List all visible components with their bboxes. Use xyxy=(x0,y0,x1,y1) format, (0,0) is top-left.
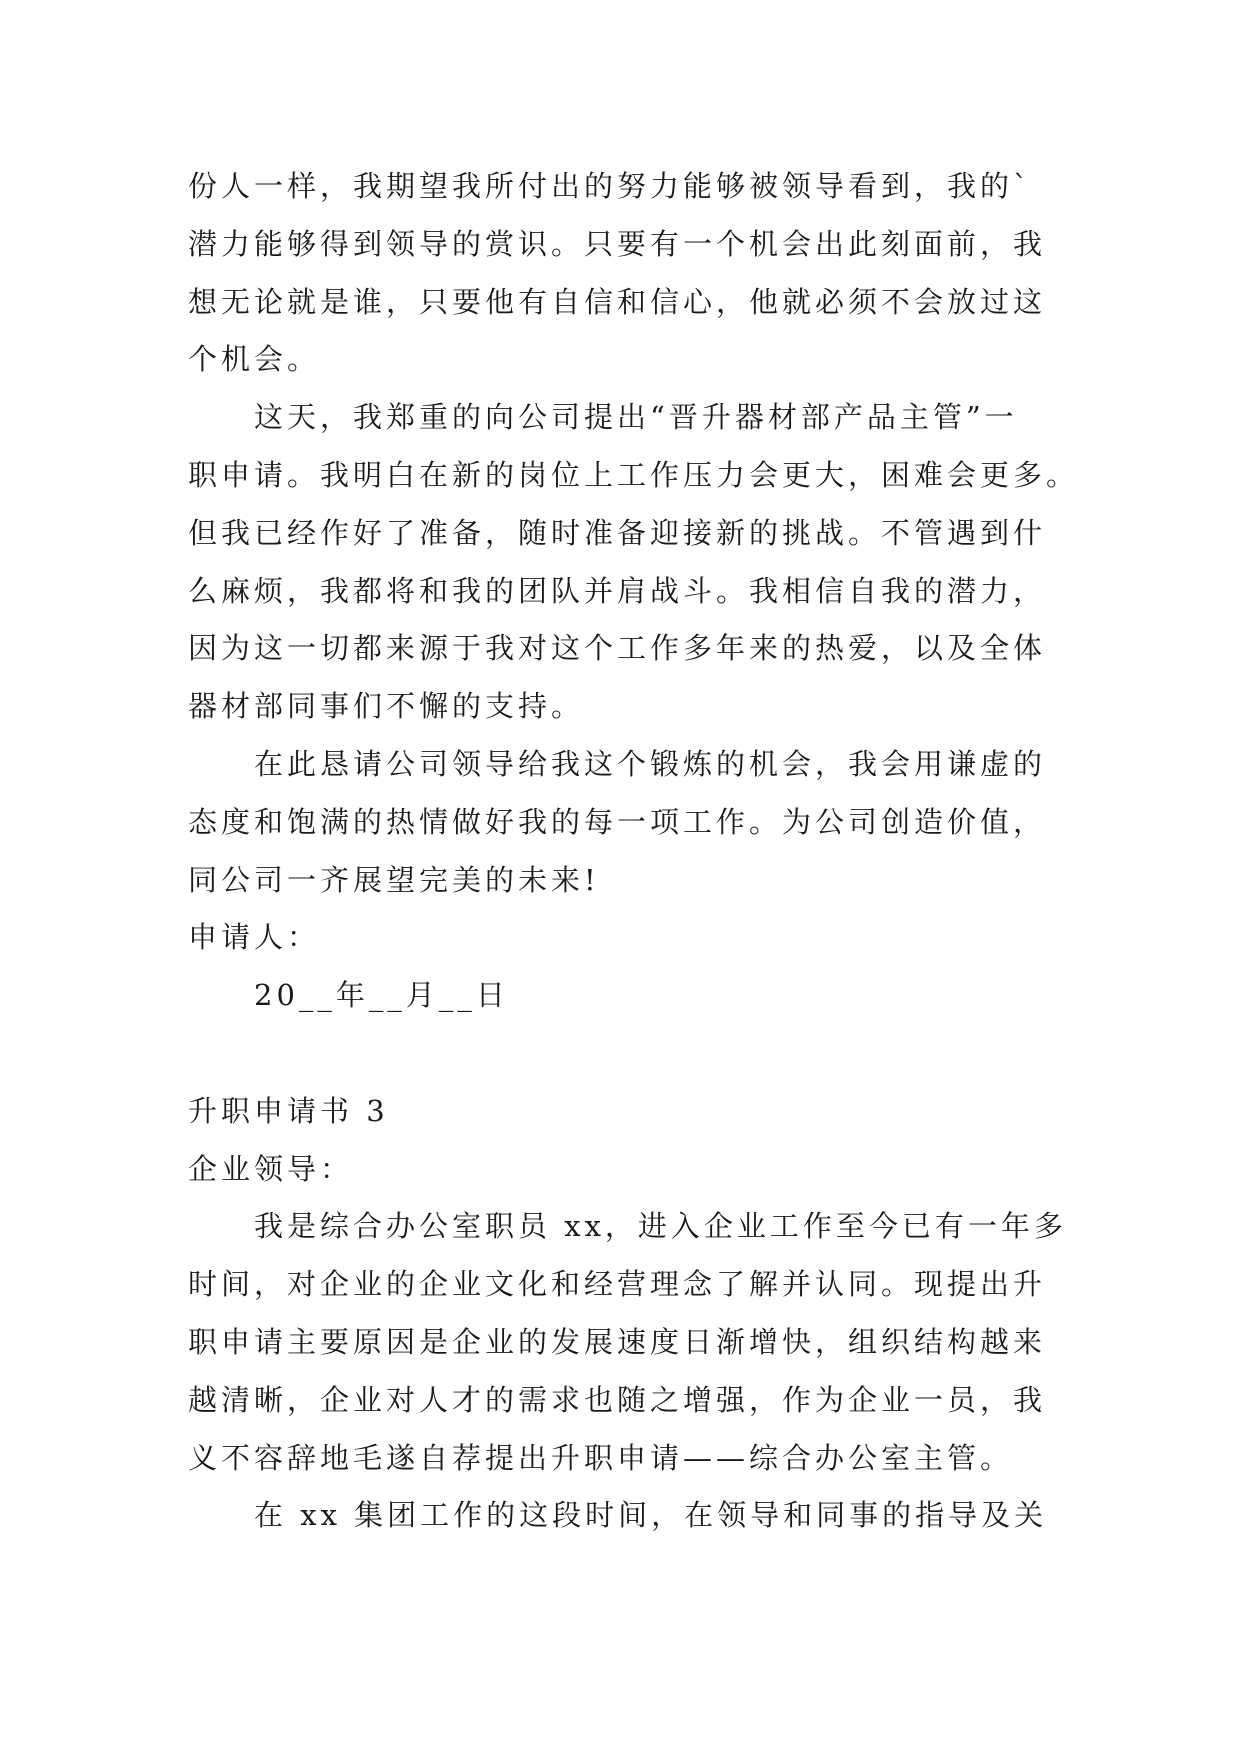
paragraph-line: 职申请主要原因是企业的发展速度日渐增快，组织结构越来 xyxy=(188,1324,1047,1359)
salutation: 企业领导： xyxy=(188,1151,354,1186)
section-gap xyxy=(188,1025,1048,1083)
section-title: 升职申请书 3 xyxy=(188,1093,389,1128)
paragraph-line: 想无论就是谁，只要他有自信和信心，他就必须不会放过这 xyxy=(188,284,1047,319)
paragraph-line: 在此恳请公司领导给我这个锻炼的机会，我会用谦虚的 xyxy=(254,746,1047,781)
paragraph-line: 潜力能够得到领导的赏识。只要有一个机会出此刻面前，我 xyxy=(188,226,1047,261)
paragraph-line: 但我已经作好了准备，随时准备迎接新的挑战。不管遇到什 xyxy=(188,515,1047,550)
paragraph-line: 在 xx 集团工作的这段时间，在领导和同事的指导及关 xyxy=(254,1498,1048,1533)
paragraph-line: 份人一样，我期望我所付出的努力能够被领导看到，我的` xyxy=(188,169,1032,203)
paragraph-line: 同公司一齐展望完美的未来! xyxy=(188,862,600,897)
paragraph-line: 越清晰，企业对人才的需求也随之增强，作为企业一员，我 xyxy=(188,1382,1047,1417)
paragraph-line: 职申请。我明白在新的岗位上工作压力会更大，困难会更多。 xyxy=(188,457,1080,492)
paragraph-line: 义不容辞地毛遂自荐提出升职申请——综合办公室主管。 xyxy=(188,1440,1014,1475)
paragraph-line: 器材部同事们不懈的支持。 xyxy=(188,689,585,724)
paragraph-line: 时间，对企业的企业文化和经营理念了解并认同。现提出升 xyxy=(188,1267,1047,1302)
applicant-label: 申请人： xyxy=(188,920,321,955)
paragraph-line: 我是综合办公室职员 xx，进入企业工作至今已有一年多 xyxy=(254,1209,1067,1244)
date-line: 20__年__月__日 xyxy=(254,978,509,1013)
paragraph-line: 因为这一切都来源于我对这个工作多年来的热爱，以及全体 xyxy=(188,631,1047,666)
paragraph-line: 么麻烦，我都将和我的团队并肩战斗。我相信自我的潜力， xyxy=(188,573,1047,608)
document-body xyxy=(188,158,1080,1545)
paragraph-line: 这天，我郑重的向公司提出“晋升器材部产品主管”一 xyxy=(254,400,1018,435)
paragraph-line: 个机会。 xyxy=(188,342,321,377)
paragraph-line: 态度和饱满的热情做好我的每一项工作。为公司创造价值， xyxy=(188,804,1047,839)
